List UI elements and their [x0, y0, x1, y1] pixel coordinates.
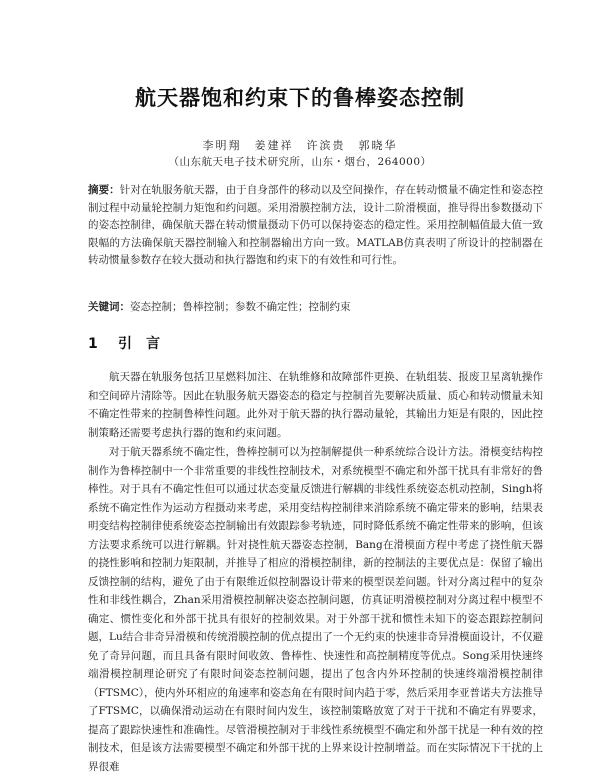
paper-affiliation: （山东航天电子技术研究所，山东・烟台，264000）: [168, 156, 432, 168]
section-number: 1: [88, 336, 98, 352]
abstract-label: 摘要：: [88, 184, 120, 196]
paragraph: 对于航天器系统不确定性，鲁棒控制可以为控制解提供一种系统综合设计方法。滑模变结构控制作为鲁棒控制中一个非常重要的非线性控制技术，对系统模型不确定和外部干扰具有非常好的鲁棒性。对于具有不确定性但可以通过状态变量反馈进行解耦的非线性系统姿态机动控制，Singh将系统不确定性作为运动方程摄动来考虑，采用变结构控制律来消除系统不确定带来的影响，结果表明变结构控制律使系统姿态控制输出有效跟踪参考轨迹，同时降低系统不确定性带来的影响，但该方法要求系统可以进行解耦。针对挠性航天器姿态控制，Bang在滑模面方程中考虑了挠性航天器的挠性影响和控制力矩限制，并推导了相应的滑模控制律，新的控制法的主要优点是：保留了输出反馈控制的结构，避免了由于有限维近似控制器设计带来的模型误差问题。针对分离过程中的复杂性和非线性耦合，Zhan采用滑模控制解决姿态控制问题，仿真证明滑模控制对分离过程中模型不确定、惯性变化和外部干扰具有很好的控制效果。对于外部干扰和惯性未知下的姿态跟踪控制问题，Lu结合非奇异滑模和传统滑膜控制的优点提出了一个无约束的快速非奇异滑模面设计，不仅避免了奇异问题，而且具备有限时间收敛、鲁棒性、快速性和高控制精度等优点。Song采用快速终端滑模控制理论研究了有限时间姿态控制问题，提出了包含内外环控制的快速终端滑模控制律（FTSMC），使内外环相应的角速率和姿态角在有限时间内趋于零，然后采用李亚普诺夫方法推导了FTSMC，以确保滑动运动在有限时间内发生，该控制策略放宽了对于干扰和不确定有界要求，提高了跟踪快速性和准确性。尽管滑模控制对于非线性系统模型不确定和外部干扰是一种有效的控制技术，但是该方法需要模型不确定和外部干扰的上界来设计控制增益。而在实际情况下干扰的上界很难: [88, 446, 544, 773]
section-title: 引言: [118, 336, 174, 352]
body-text: [88, 368, 543, 777]
paragraph: 航天器在轨服务包括卫星燃料加注、在轨维修和故障部件更换、在轨组装、报废卫星离轨操作和空间碎片清除等。因此在轨服务航天器姿态的稳定与控制首先要解决质量、质心和转动惯量未知不确定性带来的控制鲁棒性问题。此外对于航天器的执行器动量轮，其输出力矩是有限的，因此控制策略还需要考虑执行器的饱和约束问题。: [88, 371, 543, 439]
abstract: [88, 182, 543, 270]
paper-title: 航天器饱和约束下的鲁棒姿态控制: [135, 86, 465, 110]
paper-authors: 李明翔 姜建祥 许滨贵 郭晓华: [202, 139, 398, 152]
keywords: [88, 299, 543, 315]
keywords-text: 姿态控制；鲁棒控制；参数不确定性；控制约束: [130, 301, 351, 313]
keywords-label: 关键词：: [88, 301, 130, 313]
section-heading: [88, 333, 174, 353]
abstract-text: 针对在轨服务航天器，由于自身部件的移动以及空间操作，存在转动惯量不确定性和姿态控制过程中动量轮控制力矩饱和约问题。采用滑膜控制方法，设计二阶滑模面，推导得出参数摄动下的姿态控制律，确保航天器在转动惯量摄动下仍可以保持姿态的稳定性。采用控制幅值最大值一致限幅的方法确保航天器控制输入和控制器输出方向一致。MATLAB仿真表明了所设计的控制器在转动惯量参数存在较大摄动和执行器饱和约束下的有效性和可行性。: [88, 184, 543, 267]
